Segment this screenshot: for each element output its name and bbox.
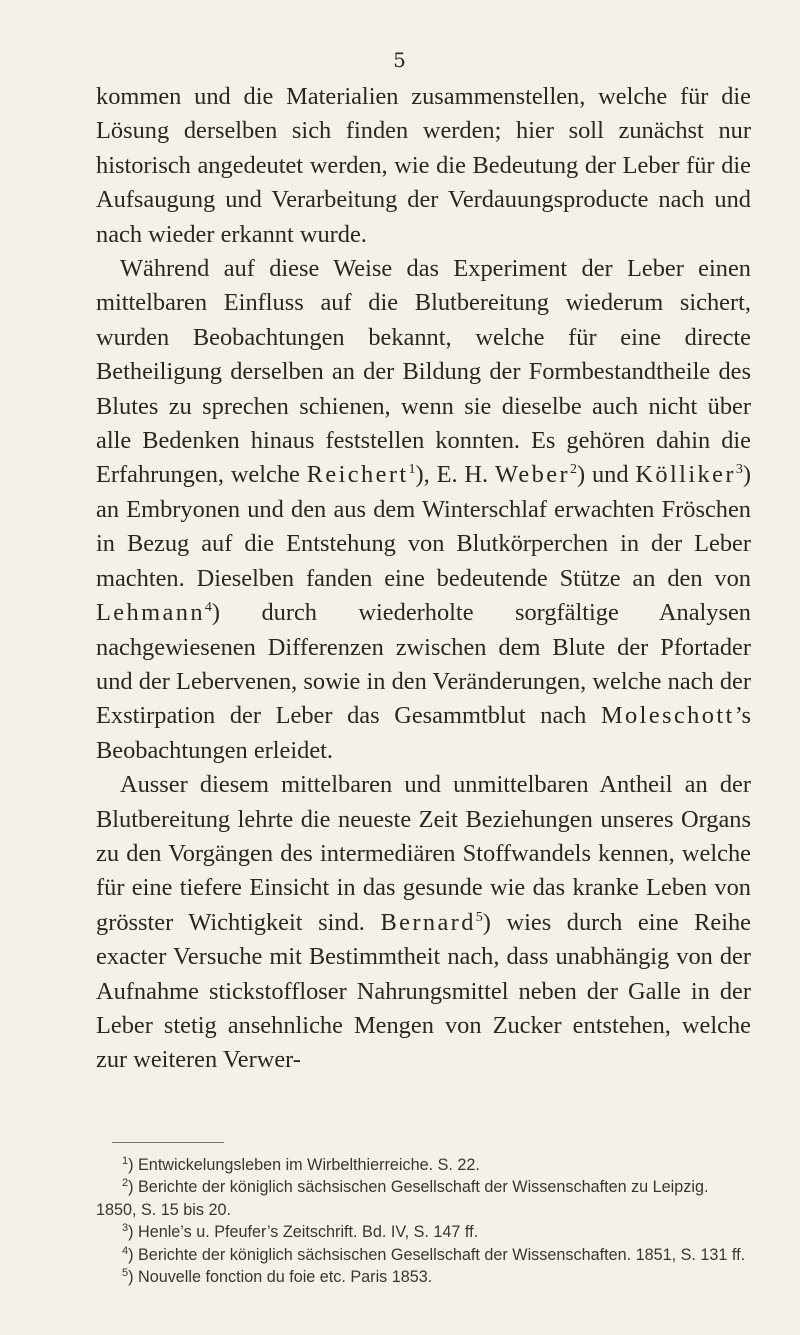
footnote-text: ) Nouvelle fonction du foie etc. Paris 1853. [128, 1268, 433, 1287]
footnote-text: ) Berichte der königlich sächsischen Gesellschaft der Wissenschaften zu Leipzig. 1850, S. 15 bis 20. [96, 1178, 709, 1219]
text-run: ) wies durch eine Reihe exacter Versuche mit Bestimmtheit nach, dass unabhängig von der Aufnahme stickstoffloser Nahrungsmittel neben der Galle in der Leber stetig ansehnliche Mengen von Zucker entstehen, welche zur weiteren Verwer- [96, 908, 751, 1074]
author-name: Moleschott [600, 702, 735, 730]
text-run: ) an Embryonen und den aus dem Winterschlaf erwachten Fröschen in Bezug auf die Entstehung von Blutkörperchen in der Leber machten. Dieselben fanden eine bedeutende Stütze an den von [96, 461, 751, 592]
footnote-text: ) Entwickelungsleben im Wirbelthierreiche. S. 22. [128, 1156, 480, 1174]
footnote-mark: 1 [122, 1155, 129, 1167]
footnote-mark: 4 [122, 1244, 129, 1257]
footnote [96, 1176, 751, 1221]
paragraph [96, 252, 751, 768]
footnote [96, 1244, 751, 1266]
footnote [96, 1221, 751, 1243]
footnote-reference: 5 [475, 909, 483, 925]
footnote-mark: 2 [122, 1177, 129, 1190]
footnotes [96, 1154, 751, 1288]
page-number: 5 [393, 48, 407, 72]
footnote-mark: 3 [122, 1222, 129, 1235]
text-run: Während auf diese Weise das Experiment der Leber einen mittelbaren Einfluss auf die Blutbereitung wiederum sichert, wurden Beobachtungen bekannt, welche für eine directe Betheiligung derselben an der Bildung der Formbestandtheile des Blutes zu sprechen schienen, wenn sie dieselbe auch nicht über alle Bedenken hinaus feststellen konnten. Es gehören dahin die Erfahrungen, welche [96, 255, 751, 489]
footnote-text: ) Henle’s u. Pfeufer’s Zeitschrift. Bd. IV, S. 147 ff. [128, 1223, 479, 1242]
paragraph [96, 80, 751, 252]
text-run: ), E. H. [415, 461, 495, 489]
footnote [96, 1154, 751, 1176]
footnote-reference: 3 [735, 462, 743, 478]
footnote [96, 1266, 751, 1288]
text-run: Ausser diesem mittelbaren und unmittelbaren Antheil an der Blutbereitung lehrte die neueste Zeit Beziehungen unseres Organs zu den Vorgängen des intermediären Stoffwandels kennen, welche für eine tiefere Einsicht in das gesunde wie das kranke Leben von grösster Wichtigkeit sind. [96, 771, 751, 936]
text-run: kommen und die Materialien zusammenstellen, welche für die Lösung derselben sich finden werden; hier soll zunächst nur historisch angedeutet werden, wie die Bedeutung der Leber für die Aufsaugung und Verarbeitung der Verdauungsproducte nach und nach wieder erkannt wurde. [96, 83, 751, 248]
paragraph [96, 768, 751, 1078]
author-name: Weber [494, 461, 571, 489]
footnote-divider [112, 1142, 224, 1143]
footnote-reference: 4 [204, 600, 212, 616]
body-text [96, 80, 751, 1078]
footnote-mark: 5 [122, 1267, 129, 1280]
author-name: Bernard [380, 908, 476, 936]
author-name: Reichert [306, 461, 409, 489]
footnote-text: ) Berichte der königlich sächsischen Gesellschaft der Wissenschaften. 1851, S. 131 ff. [128, 1245, 746, 1264]
author-name: Lehmann [96, 599, 205, 627]
text-run: ) durch wiederholte sorgfältige Analysen nachgewiesenen Differenzen zwischen dem Blute der Pfortader und der Lebervenen, sowie in den Veränderungen, welche nach der Exstirpation der Leber das Gesammtblut nach [96, 599, 751, 730]
footnote-reference: 1 [408, 462, 416, 478]
text-run: ) und [577, 461, 636, 489]
author-name: Kölliker [635, 461, 736, 489]
text-run: ’s Beobachtungen erleidet. [96, 702, 751, 764]
footnote-reference: 2 [570, 462, 578, 478]
